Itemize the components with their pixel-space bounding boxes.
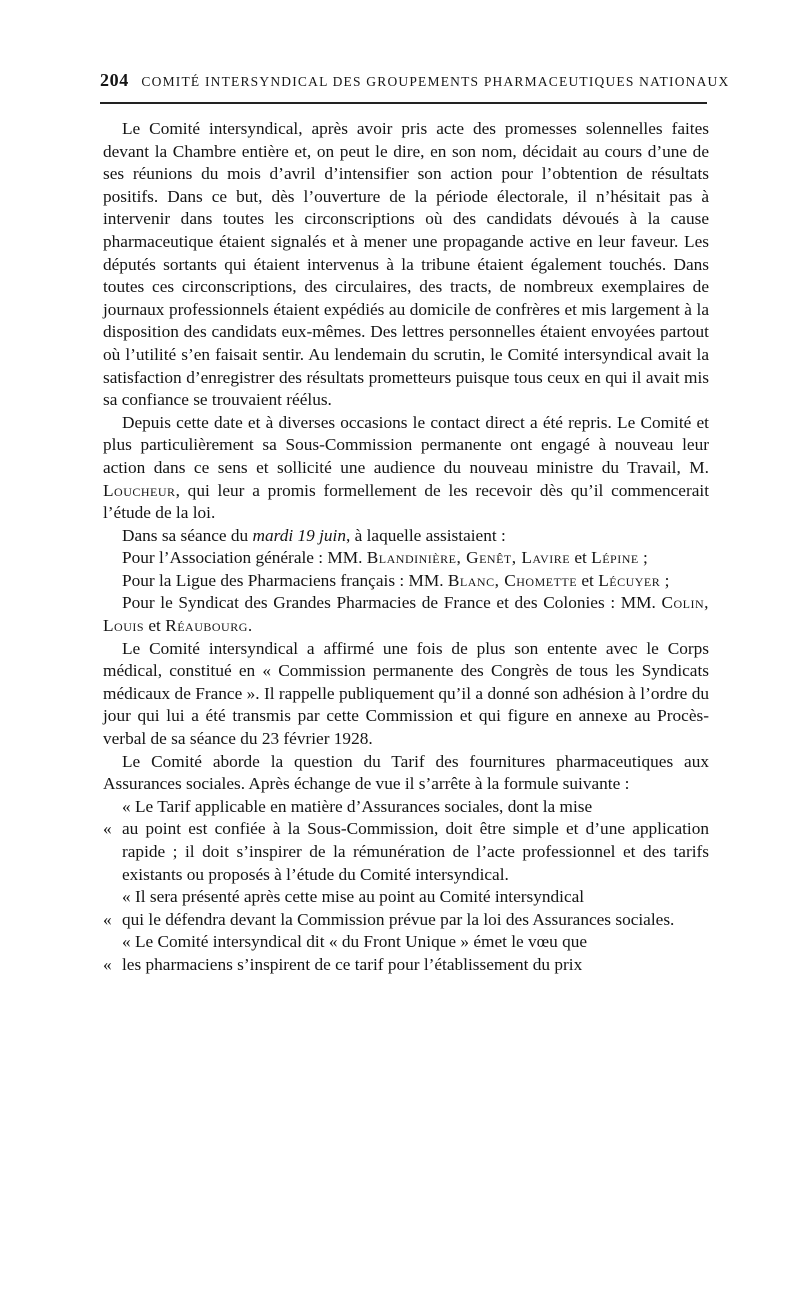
quote-2-body: « qui le défendra devant la Commission prévue par la loi des Assurances sociales.: [103, 909, 709, 932]
body-text: [103, 118, 709, 977]
attendees-syndicat: Pour le Syndicat des Grandes Pharmacies de France et des Colonies : MM. Colin, Louis et Réaubourg.: [103, 593, 709, 636]
header-rule: [100, 102, 707, 104]
quote-1-body: « au point est confiée à la Sous-Commission, doit être simple et d’une application rapide ; il doit s’inspirer de la rémunération de l’acte professionnel et des tarifs existants ou proposés à l’étude du Comité intersyndical.: [103, 818, 709, 886]
page-number: 204: [100, 70, 129, 90]
quote-3-body: « les pharmaciens s’inspirent de ce tarif pour l’établissement du prix: [103, 954, 709, 977]
running-header: [100, 70, 730, 96]
paragraph-election-action: Le Comité intersyndical, après avoir pris acte des promesses solennelles faites devant la Chambre entière et, on peut le dire, en son nom, décidait au cours d’une de ses réunions du mois d’avril d’intensifier son action pour l’obtention de résultats positifs. Dans ce but, dès l’ouverture de la période électorale, il n’hésitait pas à intervenir dans toutes les circonscriptions où des candidats dévoués à la cause pharmaceutique étaient signalés et à mener une propagande active en leur faveur. Les députés sortants qui étaient intervenus à la tribune étaient également touchés. Dans toutes ces circonscriptions, des circulaires, des tracts, de nombreux exemplaires de journaux professionnels étaient expédiés au domicile de confrères et mis largement à la disposition des candidats eux-mêmes. Des lettres personnelles étaient envoyées partout où l’utilité s’en faisait sentir. Au lendemain du scrutin, le Comité intersyndical avait la satisfaction d’enregistrer des résultats prometteurs puisque tous ceux en qui il avait mis sa confiance se trouvaient réélus.: [103, 119, 709, 410]
running-title: COMITÉ INTERSYNDICAL DES GROUPEMENTS PHARMACEUTIQUES NATIONAUX: [141, 74, 730, 89]
quote-3-first-line: « Le Comité intersyndical dit « du Front Unique » émet le vœu que: [122, 932, 588, 952]
quote-2-first-line: « Il sera présenté après cette mise au point au Comité intersyndical: [122, 887, 585, 907]
quote-mark: «: [103, 819, 112, 839]
paragraph-session-date: Dans sa séance du mardi 19 juin, à laquelle assistaient :: [122, 525, 506, 545]
attendees-association: Pour l’Association générale : MM. Blandinière, Genêt, Lavire et Lépine ;: [122, 548, 648, 568]
paragraph-tariff-question: Le Comité aborde la question du Tarif des fournitures pharmaceutiques aux Assurances sociales. Après échange de vue il s’arrête à la formule suivante :: [103, 751, 709, 794]
session-date: mardi 19 juin: [252, 525, 346, 545]
minister-name: Loucheur: [103, 480, 176, 500]
quote-1-first-line: « Le Tarif applicable en matière d’Assurances sociales, dont la mise: [122, 796, 593, 816]
paragraph-medical-agreement: Le Comité intersyndical a affirmé une fois de plus son entente avec le Corps médical, constitué en « Commission permanente des Congrès de tous les Syndicats médicaux de France ». Il rappelle publiquement qu’il a donné son adhésion à l’ordre du jour qui lui a été transmis par cette Commission et qui figure en annexe au Procès-verbal de sa séance du 23 février 1928.: [103, 638, 709, 749]
attendees-ligue: Pour la Ligue des Pharmaciens français : MM. Blanc, Chomette et Lécuyer ;: [122, 570, 670, 590]
paragraph-contact-ministry: Depuis cette date et à diverses occasions le contact direct a été repris. Le Comité et plus particulièrement sa Sous-Commission permanente ont engagé à nouveau leur action dans ce sens et sollicité une audience du nouveau ministre du Travail, M. Loucheur, qui leur a promis formellement de les recevoir dès qu’il commencerait l’étude de la loi.: [103, 412, 709, 523]
quote-mark: «: [103, 954, 112, 974]
quote-mark: «: [103, 909, 112, 929]
